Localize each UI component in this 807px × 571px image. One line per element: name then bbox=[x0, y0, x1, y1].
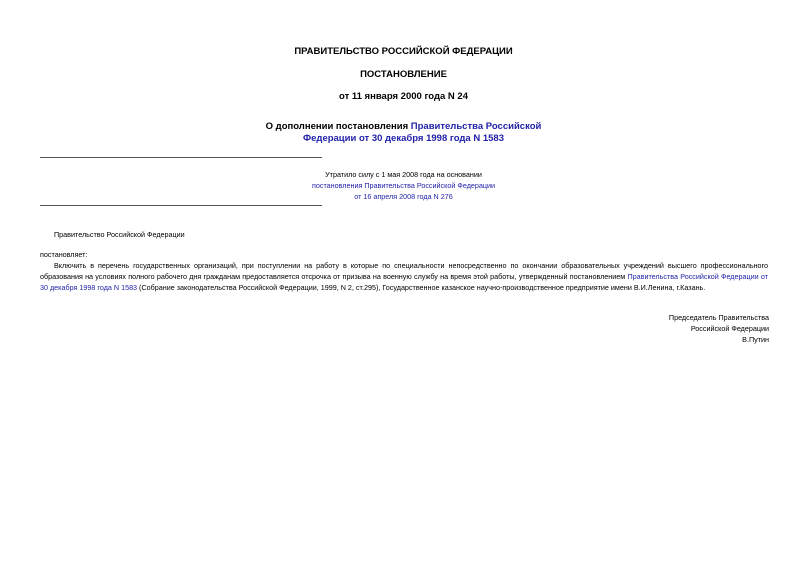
paragraph-resolution-link[interactable]: Правительства Российской Федерации от 30 декабря 1998 года N 1583 bbox=[40, 272, 768, 292]
paragraph-text-end: (Собрание законодательства Российской Федерации, 1999, N 2, ст.295), Государственное казанское научно-производственное предприятие имени В.И.Ленина, г.Казань. bbox=[137, 283, 706, 292]
paragraph-text-start: Включить в перечень государственных организаций, при поступлении на работу в которые по специальности непосредственно по окончании образовательных учреждений высшего профессионального образования на условиях полного рабочего дня гражданам предоставляется отсрочка от призыва на военную службу на время этой работы, утвержденный постановлением bbox=[40, 261, 768, 281]
signature-name: В.Путин bbox=[742, 335, 769, 344]
signature-block bbox=[669, 312, 769, 345]
signature-organization: Российской Федерации bbox=[690, 324, 769, 333]
document-date-number: от 11 января 2000 года N 24 bbox=[339, 91, 468, 102]
repeal-link-line2: от 16 апреля 2008 года N 276 bbox=[354, 192, 453, 201]
status-note-text: Утратило силу с 1 мая 2008 года на основании bbox=[325, 170, 482, 179]
repeal-link-line1: постановления Правительства Российской Федерации bbox=[311, 181, 496, 190]
title-link-line2: Федерации от 30 декабря 1998 года N 1583 bbox=[303, 133, 504, 144]
issuer-text: Правительство Российской Федерации bbox=[54, 230, 185, 239]
document-type-heading: ПОСТАНОВЛЕНИЕ bbox=[360, 69, 447, 80]
signature-position: Председатель Правительства bbox=[668, 313, 769, 322]
decides-text: постановляет: bbox=[40, 250, 88, 259]
document-title bbox=[0, 121, 807, 145]
government-heading: ПРАВИТЕЛЬСТВО РОССИЙСКОЙ ФЕДЕРАЦИИ bbox=[294, 46, 513, 57]
title-prefix: О дополнении постановления bbox=[265, 121, 411, 132]
repeal-resolution-link[interactable] bbox=[0, 180, 807, 202]
status-note bbox=[0, 169, 807, 202]
title-link-line1: Правительства Российской bbox=[410, 121, 542, 132]
main-paragraph bbox=[40, 260, 768, 293]
divider-bottom bbox=[40, 205, 322, 206]
divider-top bbox=[40, 157, 322, 158]
